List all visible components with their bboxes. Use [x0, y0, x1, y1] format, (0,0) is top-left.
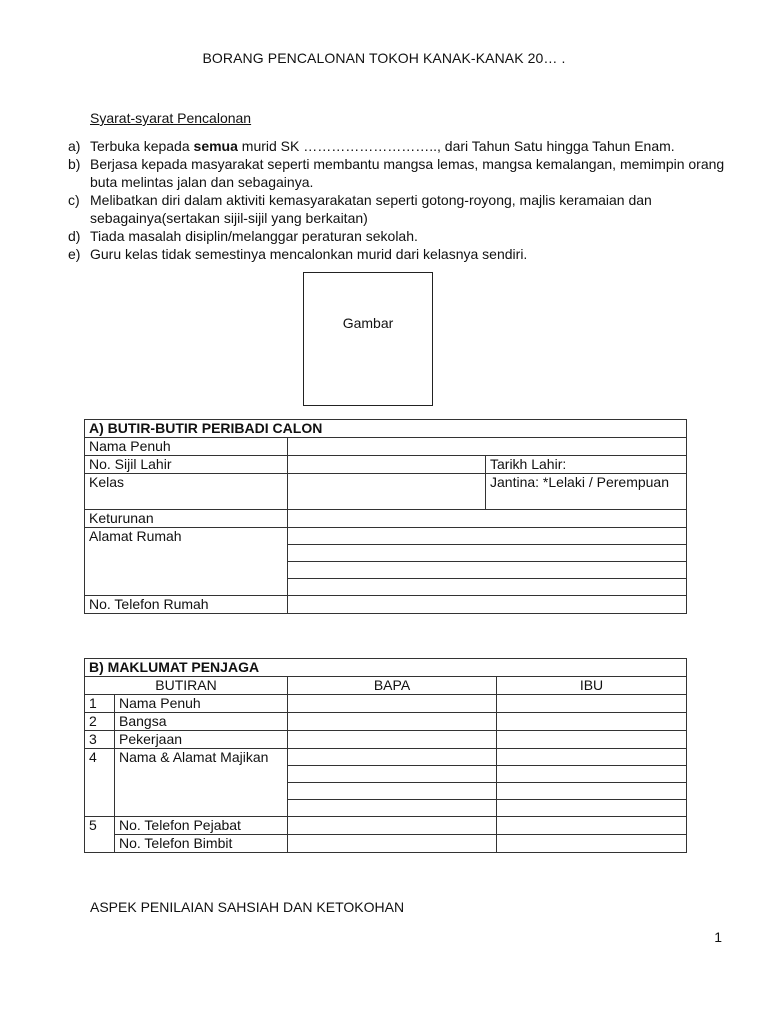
- birth-cert-field[interactable]: [288, 456, 486, 474]
- gender-field[interactable]: Jantina: *Lelaki / Perempuan: [486, 474, 687, 510]
- requirements-heading: Syarat-syarat Pencalonan: [90, 110, 252, 126]
- column-header-mother: IBU: [497, 677, 687, 695]
- mother-office-phone-field[interactable]: [497, 817, 687, 835]
- requirement-text-post: murid SK ……………………….., dari Tahun Satu hingga Tahun Enam.: [237, 138, 675, 154]
- mother-employer-field[interactable]: [497, 783, 687, 800]
- photo-box[interactable]: [303, 272, 433, 406]
- requirement-marker: a): [68, 138, 81, 154]
- mother-mobile-phone-field[interactable]: [497, 835, 687, 853]
- full-name-field[interactable]: [288, 438, 687, 456]
- father-employer-field[interactable]: [288, 783, 497, 800]
- requirement-item-e: [68, 245, 728, 263]
- requirement-marker: e): [68, 246, 81, 262]
- father-employer-field[interactable]: [288, 800, 497, 817]
- requirement-item-c: [68, 191, 728, 227]
- address-label: Alamat Rumah: [85, 528, 288, 596]
- mother-occupation-field[interactable]: [497, 731, 687, 749]
- page-title: BORANG PENCALONAN TOKOH KANAK-KANAK 20… .: [202, 50, 566, 66]
- requirement-text: Tiada masalah disiplin/melanggar peraturan sekolah.: [90, 228, 418, 244]
- father-race-field[interactable]: [288, 713, 497, 731]
- address-line-field[interactable]: [288, 528, 687, 545]
- mother-employer-field[interactable]: [497, 766, 687, 783]
- mobile-phone-label: No. Telefon Bimbit: [115, 835, 288, 853]
- requirement-text-pre: Terbuka kepada: [90, 138, 194, 154]
- address-line-field[interactable]: [288, 545, 687, 562]
- ancestry-label: Keturunan: [85, 510, 288, 528]
- father-mobile-phone-field[interactable]: [288, 835, 497, 853]
- birth-date-field[interactable]: Tarikh Lahir:: [486, 456, 687, 474]
- father-employer-field[interactable]: [288, 749, 497, 766]
- guardian-info-table: [84, 658, 687, 853]
- requirement-marker: d): [68, 228, 81, 244]
- home-phone-field[interactable]: [288, 596, 687, 614]
- father-employer-field[interactable]: [288, 766, 497, 783]
- address-line-field[interactable]: [288, 579, 687, 596]
- ancestry-field[interactable]: [288, 510, 687, 528]
- requirement-item-d: [68, 227, 728, 245]
- full-name-label: Nama Penuh: [85, 438, 288, 456]
- section-a-heading: A) BUTIR-BUTIR PERIBADI CALON: [85, 420, 687, 438]
- birth-cert-label: No. Sijil Lahir: [85, 456, 288, 474]
- requirements-list: [68, 137, 728, 263]
- personal-details-table: [84, 419, 687, 614]
- mother-employer-field[interactable]: [497, 800, 687, 817]
- row-number: 2: [85, 713, 115, 731]
- race-label: Bangsa: [115, 713, 288, 731]
- requirement-item-a: [68, 137, 728, 155]
- row-number: 3: [85, 731, 115, 749]
- mother-race-field[interactable]: [497, 713, 687, 731]
- assessment-heading: ASPEK PENILAIAN SAHSIAH DAN KETOKOHAN: [90, 899, 405, 915]
- row-number: 4: [85, 749, 115, 817]
- office-phone-label: No. Telefon Pejabat: [115, 817, 288, 835]
- section-b-heading: B) MAKLUMAT PENJAGA: [85, 659, 687, 677]
- column-header-details: BUTIRAN: [85, 677, 288, 695]
- row-number: 5: [85, 817, 115, 853]
- requirement-text: Berjasa kepada masyarakat seperti membantu mangsa lemas, mangsa kemalangan, memimpin orang buta melintas jalan dan sebagainya.: [90, 156, 725, 190]
- employer-label: Nama & Alamat Majikan: [115, 749, 288, 817]
- requirement-item-b: [68, 155, 728, 191]
- class-field[interactable]: [288, 474, 486, 510]
- home-phone-label: No. Telefon Rumah: [85, 596, 288, 614]
- father-occupation-field[interactable]: [288, 731, 497, 749]
- requirement-marker: c): [68, 192, 80, 208]
- column-header-father: BAPA: [288, 677, 497, 695]
- mother-name-field[interactable]: [497, 695, 687, 713]
- mother-employer-field[interactable]: [497, 749, 687, 766]
- requirement-text-bold: semua: [193, 138, 238, 154]
- class-label: Kelas: [85, 474, 288, 510]
- guardian-name-label: Nama Penuh: [115, 695, 288, 713]
- requirement-marker: b): [68, 156, 81, 172]
- father-name-field[interactable]: [288, 695, 497, 713]
- row-number: 1: [85, 695, 115, 713]
- address-line-field[interactable]: [288, 562, 687, 579]
- father-office-phone-field[interactable]: [288, 817, 497, 835]
- page-number: 1: [714, 929, 722, 945]
- photo-label: Gambar: [342, 315, 394, 331]
- occupation-label: Pekerjaan: [115, 731, 288, 749]
- requirement-text: Melibatkan diri dalam aktiviti kemasyarakatan seperti gotong-royong, majlis keramaian dan sebagainya(sertakan sijil-sijil yang berkaitan): [90, 192, 652, 226]
- requirement-text: [90, 137, 728, 155]
- requirement-text: Guru kelas tidak semestinya mencalonkan murid dari kelasnya sendiri.: [90, 246, 528, 262]
